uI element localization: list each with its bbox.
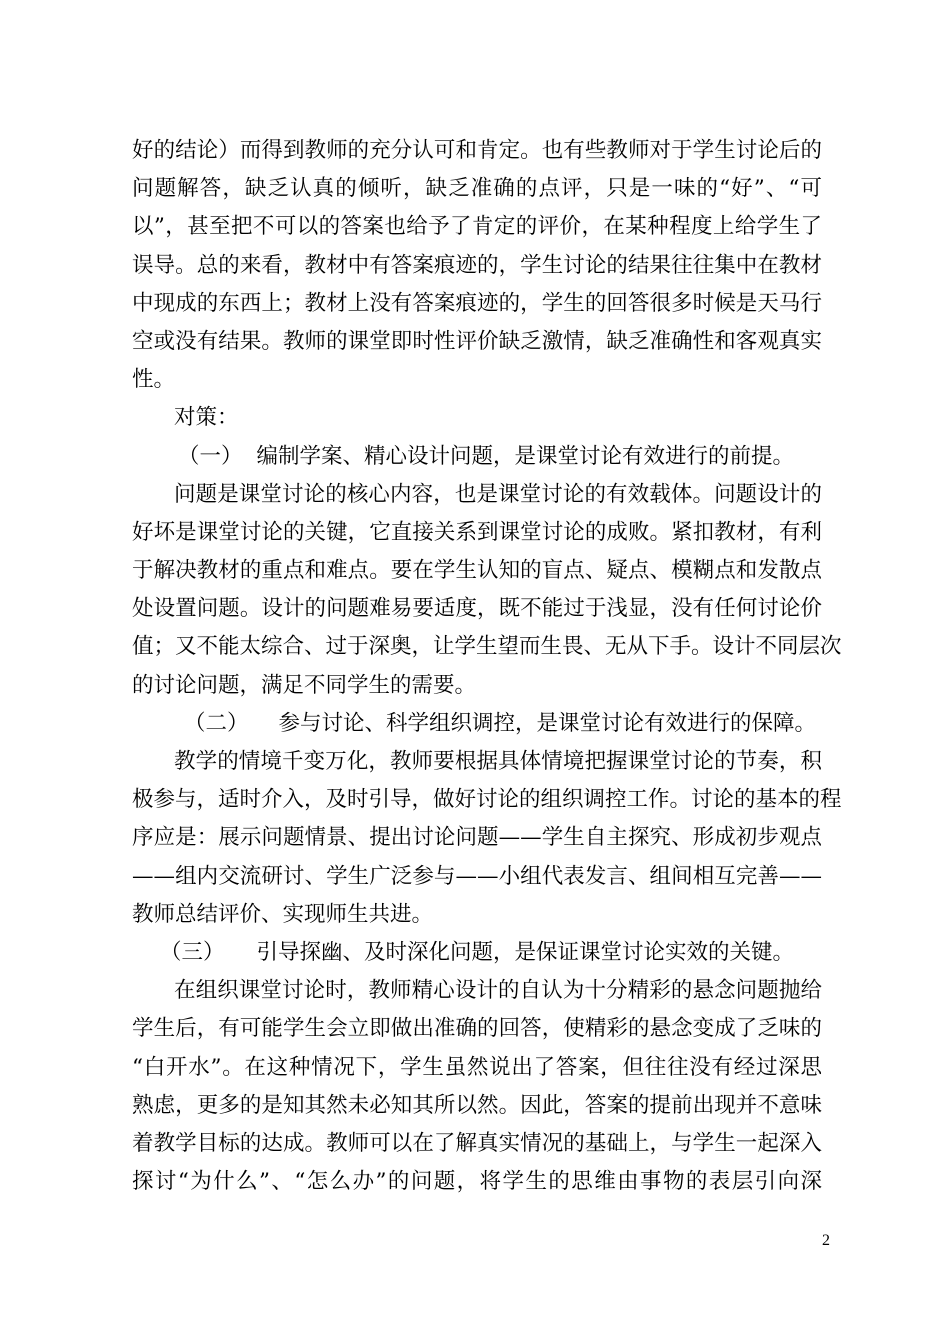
text-line: 好坏是课堂讨论的关键，它直接关系到课堂讨论的成败。紧扣教材，有利	[132, 519, 822, 545]
text-line: 的讨论问题，满足不同学生的需要。	[132, 672, 477, 698]
section-heading-3	[132, 934, 822, 972]
text-line: 探讨“为什么”、“怎么办”的问题，将学生的思维由事物的表层引向深	[132, 1169, 822, 1195]
heading-text: 引导探幽、及时深化问题，是保证课堂讨论实效的关键。	[256, 939, 795, 965]
heading-marker: （三）	[160, 939, 225, 965]
text-line: 教师总结评价、实现师生共进。	[132, 901, 434, 927]
text-line: “白开水”。在这种情况下，学生虽然说出了答案，但往往没有经过深思	[132, 1054, 822, 1080]
text-line: 学生后，有可能学生会立即做出准确的回答，使精彩的悬念变成了乏味的	[132, 1016, 822, 1042]
text-line: 于解决教材的重点和难点。要在学生认知的盲点、疑点、模糊点和发散点	[132, 558, 822, 584]
text-line: 中现成的东西上；教材上没有答案痕迹的，学生的回答很多时候是天马行	[132, 290, 822, 316]
text-line: 问题是课堂讨论的核心内容，也是课堂讨论的有效载体。问题设计的	[174, 481, 822, 507]
section-heading-2	[132, 705, 822, 743]
body-text	[132, 132, 842, 1201]
page-number: 2	[822, 1232, 830, 1249]
heading-marker: （二）	[184, 710, 249, 736]
text-line: 值；又不能太综合、过于深奥，让学生望而生畏、无从下手。设计不同层次	[132, 634, 842, 660]
heading-marker: （一）	[178, 443, 243, 469]
text-line: 序应是：展示问题情景、提出讨论问题——学生自主探究、形成初步观点	[132, 825, 822, 851]
section-heading-1	[132, 438, 822, 476]
text-line: 极参与，适时介入，及时引导，做好讨论的组织调控工作。讨论的基本的程	[132, 787, 842, 813]
text-line: 在组织课堂讨论时，教师精心设计的自认为十分精彩的悬念问题抛给	[174, 978, 822, 1004]
text-line: 处设置问题。设计的问题难易要适度，既不能过于浅显，没有任何讨论价	[132, 596, 822, 622]
text-line: 好的结论）而得到教师的充分认可和肯定。也有些教师对于学生讨论后的	[132, 138, 822, 163]
heading-text: 编制学案、精心设计问题，是课堂讨论有效进行的前提。	[256, 443, 795, 469]
text-line: 着教学目标的达成。教师可以在了解真实情况的基础上，与学生一起深入	[132, 1130, 822, 1156]
text-line: 以”，甚至把不可以的答案也给予了肯定的评价，在某种程度上给学生了	[132, 214, 822, 240]
countermeasures-label: 对策：	[174, 405, 239, 431]
text-line: 空或没有结果。教师的课堂即时性评价缺乏激情，缺乏准确性和客观真实	[132, 328, 822, 354]
text-line: 问题解答，缺乏认真的倾听，缺乏准确的点评，只是一味的“好”、“可	[132, 176, 822, 202]
text-line: 熟虑，更多的是知其然未必知其所以然。因此，答案的提前出现并不意味	[132, 1092, 822, 1118]
text-line: 性。	[132, 367, 176, 393]
heading-text: 参与讨论、科学组织调控，是课堂讨论有效进行的保障。	[278, 710, 817, 736]
text-line: 误导。总的来看，教材中有答案痕迹的，学生讨论的结果往往集中在教材	[132, 252, 822, 278]
text-line: ——组内交流研讨、学生广泛参与——小组代表发言、组间相互完善——	[132, 863, 822, 889]
text-line: 教学的情境千变万化，教师要根据具体情境把握课堂讨论的节奏，积	[174, 749, 822, 774]
